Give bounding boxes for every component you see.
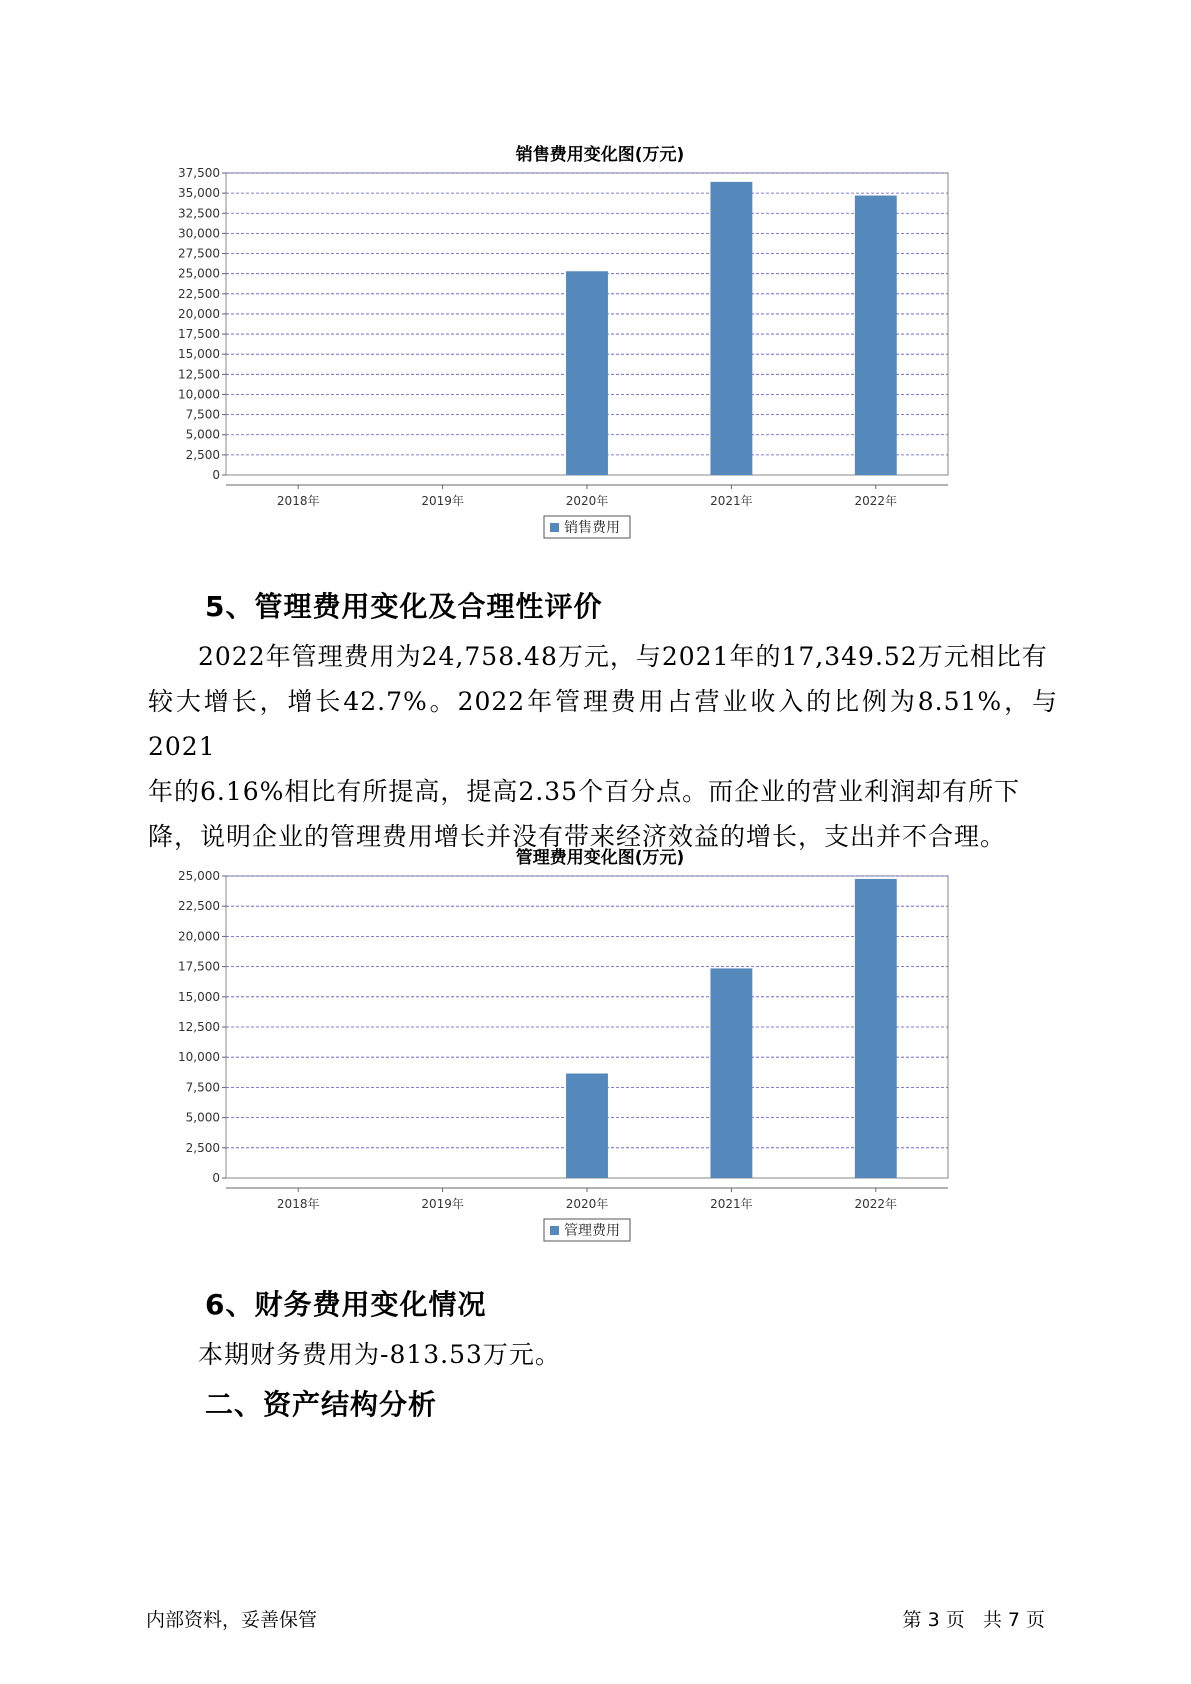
y-tick-label: 20,000 [178,306,220,321]
y-tick-label: 7,500 [185,407,220,422]
x-tick-label: 2021年 [710,1197,753,1211]
y-tick-label: 5,000 [185,1110,220,1125]
x-tick-label: 2022年 [854,494,898,508]
y-tick-label: 0 [212,468,220,482]
y-tick-label: 32,500 [178,206,220,221]
y-tick-label: 7,500 [185,1080,220,1095]
paragraph-line: 2022年管理费用为24,758.48万元，与2021年的17,349.52万元相比有 [198,642,1048,671]
paragraph-line: 年的6.16%相比有所提高，提高2.35个百分点。而企业的营业利润却有所下 [148,777,1021,806]
y-tick-label: 12,500 [178,367,220,382]
y-tick-label: 15,000 [178,347,220,362]
y-tick-label: 15,000 [178,989,220,1004]
y-tick-label: 25,000 [178,871,220,883]
footer-page-number: 第 3 页 共 7 页 [902,1609,1045,1631]
y-tick-label: 2,500 [185,1140,220,1155]
y-tick-label: 10,000 [178,387,220,402]
section-5-paragraph [148,634,1058,859]
y-tick-label: 37,500 [178,168,220,180]
x-tick-label: 2022年 [854,1197,898,1211]
bar [566,271,608,475]
paragraph-line: 较大增长，增长42.7%。2022年管理费用占营业收入的比例为8.51%，与2021 [148,687,1058,761]
chart-title: 销售费用变化图(万元) [515,145,685,165]
x-tick-label: 2018年 [276,1197,320,1211]
admin-expense-chart-svg [150,871,1050,1281]
y-tick-label: 0 [212,1171,220,1185]
x-tick-label: 2020年 [565,494,609,508]
y-tick-label: 30,000 [178,226,220,241]
x-tick-label: 2020年 [565,1197,609,1211]
y-tick-label: 5,000 [185,427,220,442]
footer-left: 内部资料，妥善保管 [146,1609,318,1631]
y-tick-label: 35,000 [178,186,220,201]
bar [855,196,897,475]
y-tick-label: 17,500 [178,327,220,342]
legend-label: 管理费用 [564,1223,620,1239]
bar [566,1074,608,1178]
section-5-heading: 5、管理费用变化及合理性评价 [205,590,603,623]
x-tick-label: 2019年 [421,494,464,508]
chart-title: 管理费用变化图(万元) [515,848,685,868]
y-tick-label: 17,500 [178,959,220,974]
x-tick-label: 2018年 [276,494,320,508]
y-tick-label: 27,500 [178,246,220,261]
y-tick-label: 22,500 [178,286,220,301]
y-tick-label: 20,000 [178,929,220,944]
legend-label: 销售费用 [564,520,620,536]
y-tick-label: 22,500 [178,899,220,914]
y-tick-label: 10,000 [178,1050,220,1065]
sales-expense-chart-svg [150,168,1050,578]
legend-swatch [550,1226,559,1235]
bar [710,182,752,475]
y-tick-label: 25,000 [178,266,220,281]
paragraph-line: 本期财务费用为-813.53万元。 [198,1340,561,1369]
y-tick-label: 2,500 [185,447,220,462]
bar [710,968,752,1178]
section-6-paragraph [148,1332,1058,1377]
x-tick-label: 2019年 [421,1197,464,1211]
paragraph-line: 降，说明企业的管理费用增长并没有带来经济效益的增长，支出并不合理。 [148,822,1007,851]
legend-swatch [550,523,559,532]
section-6-heading: 6、财务费用变化情况 [205,1288,487,1321]
x-tick-label: 2021年 [710,494,753,508]
y-tick-label: 12,500 [178,1020,220,1034]
bar [855,879,897,1178]
section-two-heading: 二、资产结构分析 [205,1388,438,1421]
